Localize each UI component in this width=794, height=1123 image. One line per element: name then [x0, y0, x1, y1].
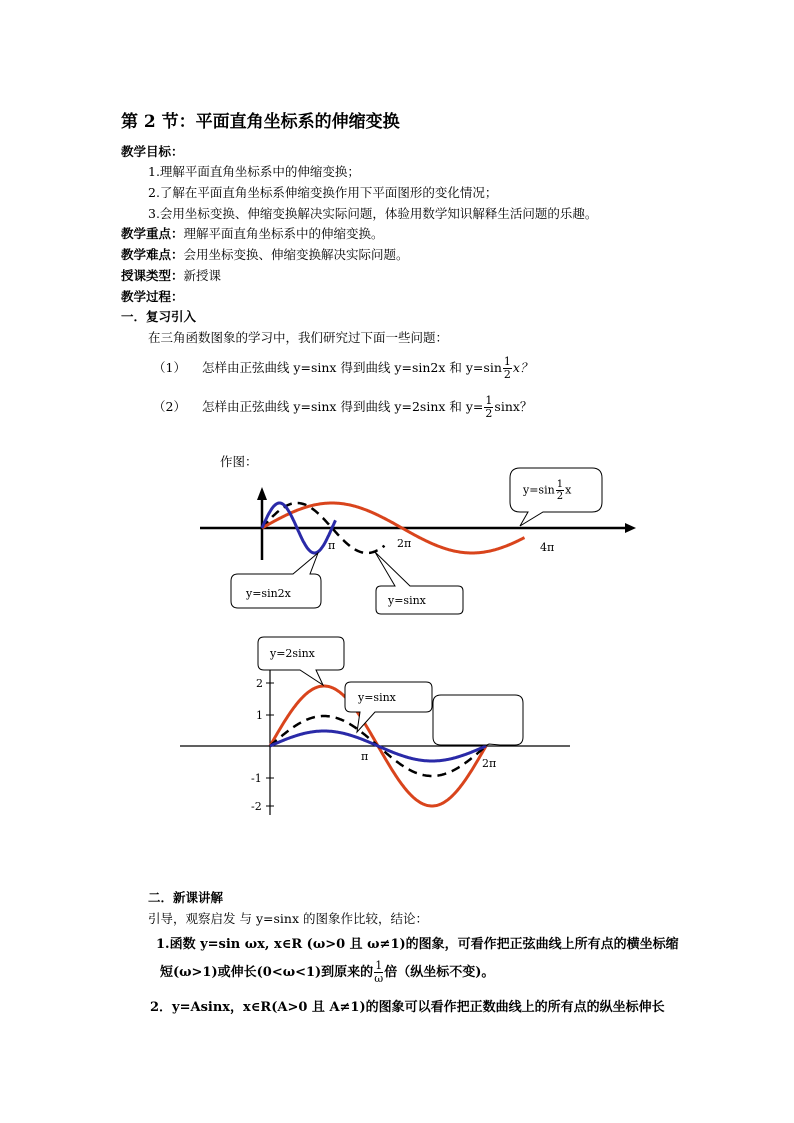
draw-label: 作图： [220, 454, 258, 469]
page-title: 第 2 节：平面直角坐标系的伸缩变换 [121, 112, 400, 132]
ytick-neg1: -1 [251, 772, 262, 785]
tick-2pi: 2π [397, 537, 412, 550]
section-heading-2: 二．新课讲解 [148, 890, 224, 905]
xtick-2pi: 2π [482, 757, 497, 770]
lesson-type: 授课类型：新授课 [121, 268, 222, 283]
question-1: （1） 怎样由正弦曲线 y=sinx 得到曲线 y=sin2x 和 y=sin $\frac{1}{2}$ x？ [153, 355, 533, 381]
conclusion-1-line-1: 1.函数 y=sin ωx, x∈R (ω>0 且 ω≠1)的图象，可看作把正弦曲线上所有点的横坐标缩 [156, 937, 679, 952]
conclusion-2-line-1: 2．y=Asinx，x∈R(A>0 且 A≠1)的图象可以看作把正数曲线上的所有点的纵坐标伸长 [150, 1000, 665, 1015]
callout-2sinx [258, 637, 344, 685]
tick-pi: π [328, 539, 336, 552]
process-label: 教学过程： [121, 289, 184, 304]
goals-label: 教学目标： [121, 144, 184, 159]
callout-sin-half-x-text: y=sin $\frac{1}{2}$ x [523, 479, 572, 502]
callout-sinx-2-text: y=sinx [358, 691, 396, 704]
callout-sin2x-text: y=sin2x [246, 587, 291, 600]
difficulty-point: 教学难点：会用坐标变换、伸缩变换解决实际问题。 [121, 247, 409, 262]
question-2: （2） 怎样由正弦曲线 y=sinx 得到曲线 y=2sinx 和 y= $\frac{1}{2}$ sinx？ [153, 394, 533, 420]
goal-item: 1.理解平面直角坐标系中的伸缩变换； [148, 164, 360, 179]
ytick-2: 2 [256, 677, 263, 690]
callout-sinx-text: y=sinx [388, 594, 426, 607]
ytick-1: 1 [256, 709, 263, 722]
key-point: 教学重点：理解平面直角坐标系中的伸缩变换。 [121, 226, 384, 241]
goal-item: 3.会用坐标变换、伸缩变换解决实际问题，体验用数学知识解释生活问题的乐趣。 [148, 206, 598, 221]
conclusion-1-line-2: 短(ω>1)或伸长(0<ω<1)到原来的 $\frac{1}{\omega}$ 倍（纵坐标不变)。 [160, 959, 495, 985]
section-heading: 一．复习引入 [121, 309, 197, 324]
callout-empty [433, 695, 523, 745]
tick-4pi: 4π [540, 541, 555, 554]
guide-text: 引导，观察启发 与 y=sinx 的图象作比较，结论： [148, 911, 428, 926]
xtick-pi: π [361, 750, 369, 763]
intro-text: 在三角函数图象的学习中，我们研究过下面一些问题： [148, 330, 449, 345]
callout-sinx-2 [345, 682, 432, 732]
goal-item: 2.了解在平面直角坐标系伸缩变换作用下平面图形的变化情况； [148, 185, 498, 200]
callout-2sinx-text: y=2sinx [270, 647, 315, 660]
ytick-neg2: -2 [251, 800, 262, 813]
